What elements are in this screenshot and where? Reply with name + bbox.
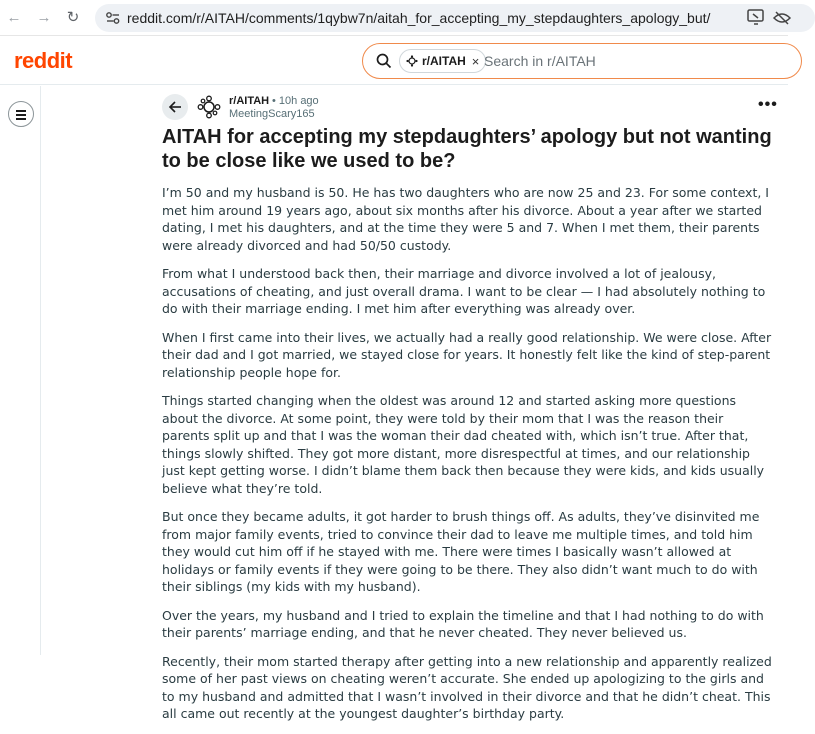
reload-icon[interactable]: ↻ <box>66 9 80 26</box>
url-text[interactable]: reddit.com/r/AITAH/comments/1qybw7n/aitah_for_accepting_my_stepdaughters_apology_but/ <box>127 10 711 26</box>
post-paragraph: I’m 50 and my husband is 50. He has two daughters who are now 25 and 23. For some context, I met him around 19 years ago, about six months after his divorce. About a year after we started dating, I met his daughters, and at the time they were 5 and 7. When I met them, their parents were already divorced and had 50/50 custody. <box>162 185 769 253</box>
search-input[interactable]: Search in r/AITAH <box>484 53 596 69</box>
eye-slash-icon[interactable] <box>773 10 791 26</box>
community-filter-chip[interactable] <box>399 49 486 73</box>
post-paragraph: Over the years, my husband and I tried to explain the timeline and that I had nothing to do with their parents’ marriage ending, and that he never cheated. They never believed us. <box>162 607 764 640</box>
cast-icon[interactable] <box>747 9 765 25</box>
left-rail-divider <box>40 86 41 655</box>
more-options-button[interactable]: ••• <box>758 96 778 113</box>
subreddit-name[interactable]: r/AITAH <box>229 95 270 107</box>
post-paragraph: From what I understood back then, their marriage and divorce involved a lot of jealousy, accusations of cheating, and just overall drama. I want to be clear — I had absolutely nothing to do with their marriage ending. I met him after everything was already over. <box>162 266 766 316</box>
search-icon <box>376 53 392 69</box>
back-button[interactable] <box>162 94 188 120</box>
post-paragraph: Recently, their mom started therapy after getting into a new relationship and apparently realized some of her past views on cheating weren’t accurate. She ended up apologizing to the girls and to my husband and admitted that I wasn’t involved in their divorce and that he didn’t cheat. This all came out recently at the youngest daughter’s birthday party. <box>162 653 772 721</box>
post-author[interactable]: MeetingScary165 <box>229 108 315 120</box>
community-icon <box>406 55 418 67</box>
search-bar[interactable] <box>362 43 802 79</box>
post-paragraph: Things started changing when the oldest was around 12 and started asking more questions about the divorce. At some point, they were told by their mom that I was the reason their parents split up and that I was the woman their dad cheated with, which isn’t true. After that, things slowly shifted. They got more distant, more disrespectful at times, and our relationship just kept getting worse. I didn’t blame them back then because they were kids, and kids usually believe what they’re told. <box>162 393 765 496</box>
subreddit-avatar[interactable] <box>196 94 222 120</box>
post-title: AITAH for accepting my stepdaughters’ apology but not wanting to be close like we used to be? <box>162 126 772 172</box>
arrow-left-icon <box>168 100 182 114</box>
post-paragraph: When I first came into their lives, we actually had a really good relationship. We were close. After their dad and I got married, we stayed close for years. It honestly felt like the kind of step-parent relationship people hope for. <box>162 329 772 380</box>
post-paragraph: But once they became adults, it got harder to brush things off. As adults, they’ve disinvited me from major family events, tried to convince their dad to leave me multiple times, and told him they would cut him off if he stayed with me. There were times I basically wasn’t allowed at holidays or family events if they were going to be there. They also didn’t want much to do with their siblings (my kids with my husband). <box>162 509 760 594</box>
site-settings-icon[interactable] <box>105 11 121 25</box>
back-arrow-icon[interactable]: ← <box>6 9 22 26</box>
menu-button[interactable] <box>8 101 34 127</box>
site-header <box>0 37 788 85</box>
address-bar[interactable] <box>95 4 815 32</box>
forward-arrow-icon[interactable]: → <box>36 9 52 26</box>
post-body <box>162 184 774 734</box>
post-timestamp: • 10h ago <box>272 95 319 107</box>
browser-toolbar <box>0 0 788 36</box>
reddit-logo[interactable]: reddit <box>14 48 73 73</box>
close-icon[interactable]: × <box>471 53 480 69</box>
community-chip-label: r/AITAH <box>422 54 466 68</box>
